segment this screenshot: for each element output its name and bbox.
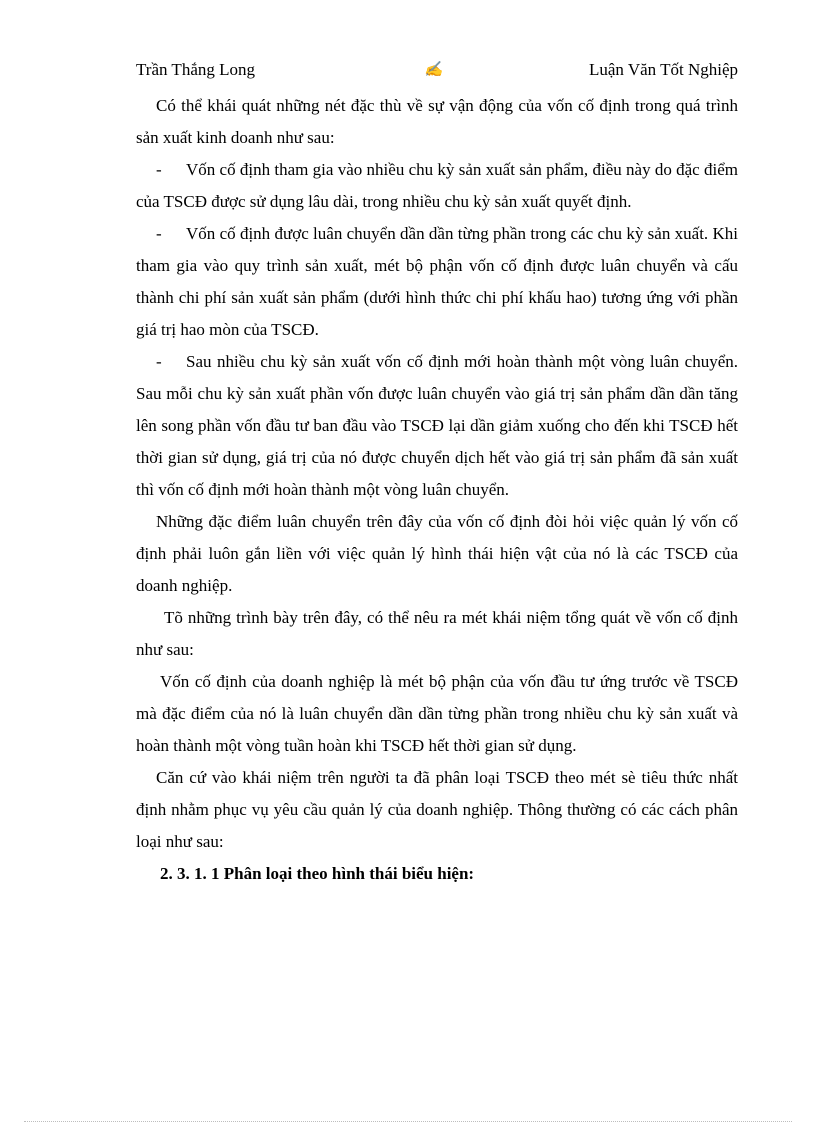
bullet-item: [136, 218, 738, 346]
bullet-dash: -: [156, 160, 162, 179]
paragraph: Căn cứ vào khái niệm trên người ta đã phân loại TSCĐ theo mét sè tiêu thức nhất định nhằm phục vụ yêu cầu quản lý của doanh nghiệp. Thông thường có các cách phân loại như sau:: [136, 768, 738, 851]
page-bottom-rule: [24, 1121, 792, 1122]
bullet-text: Vốn cố định được luân chuyển dần dần từng phần trong các chu kỳ sản xuất. Khi tham gia vào quy trình sản xuất, mét bộ phận vốn cố định được luân chuyển và cấu thành chi phí sản xuất sản phẩm (dưới hình thức chi phí khấu hao) tương ứng với phần giá trị hao mòn của TSCĐ.: [136, 224, 738, 339]
paragraph-intro: Có thể khái quát những nét đặc thù về sự vận động của vốn cố định trong quá trình sản xuất kinh doanh như sau:: [136, 96, 738, 147]
bullet-item: [136, 154, 738, 218]
paragraph: Những đặc điểm luân chuyển trên đây của vốn cố định đòi hỏi việc quản lý vốn cố định phải luôn gắn liền với việc quản lý hình thái hiện vật của nó là các TSCĐ của doanh nghiệp.: [136, 512, 738, 595]
header-author: Trần Thắng Long: [136, 60, 255, 79]
paragraph-definition: Vốn cố định của doanh nghiệp là mét bộ phận của vốn đầu tư ứng trước về TSCĐ mà đặc điểm của nó là luân chuyển dần dần từng phần trong nhiều chu kỳ sản xuất và hoàn thành một vòng tuần hoàn khi TSCĐ hết thời gian sử dụng.: [136, 672, 738, 755]
header-title: Luận Văn Tốt Nghiệp: [588, 60, 738, 79]
bullet-dash: -: [156, 224, 162, 243]
pen-icon: ✍: [424, 62, 443, 78]
section-heading: 2. 3. 1. 1 Phân loại theo hình thái biểu hiện:: [160, 864, 475, 883]
page-header: [136, 58, 738, 82]
document-body: [136, 90, 738, 890]
bullet-text: Vốn cố định tham gia vào nhiều chu kỳ sản xuất sản phẩm, điều này do đặc điểm của TSCĐ được sử dụng lâu dài, trong nhiều chu kỳ sản xuất quyết định.: [136, 160, 738, 211]
bullet-item: [136, 346, 738, 506]
paragraph: Tõ những trình bày trên đây, có thể nêu ra mét khái niệm tổng quát về vốn cố định như sau:: [136, 608, 738, 659]
bullet-text: Sau nhiều chu kỳ sản xuất vốn cố định mới hoàn thành một vòng luân chuyển. Sau mỗi chu kỳ sản xuất phần vốn được luân chuyển vào giá trị sản phẩm dần dần tăng lên song phần vốn đầu tư ban đầu vào TSCĐ lại dần giảm xuống cho đến khi TSCĐ hết thời gian sử dụng, giá trị của nó được chuyển dịch hết vào giá trị sản phẩm đã sản xuất thì vốn cố định mới hoàn thành một vòng luân chuyển.: [136, 352, 738, 499]
bullet-dash: -: [156, 352, 162, 371]
